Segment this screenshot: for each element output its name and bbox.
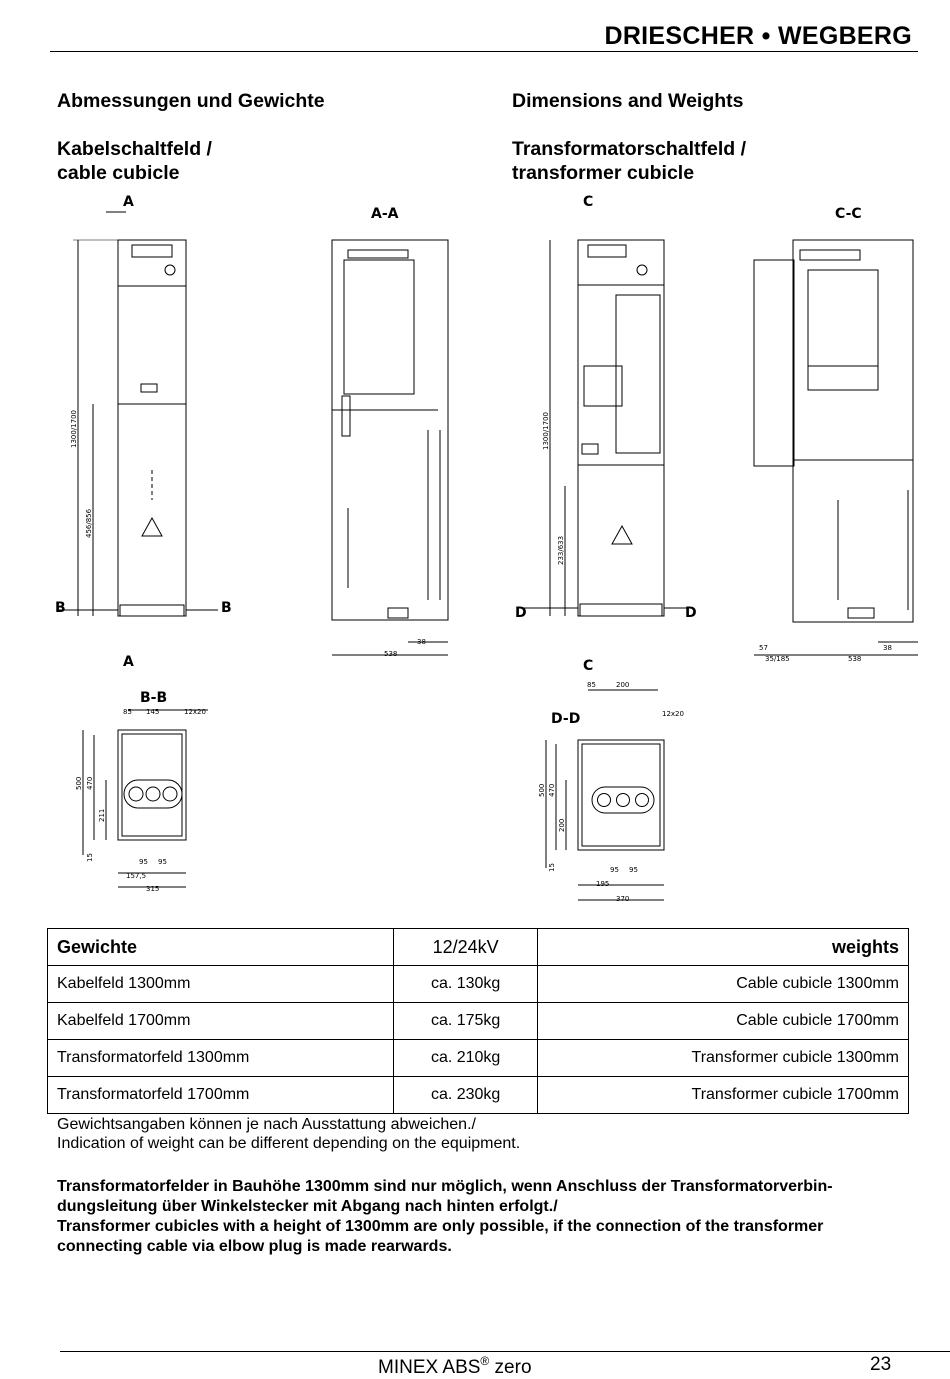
transformer-height-notice [57, 1177, 917, 1257]
footer-product-name [378, 1354, 532, 1379]
table-header-row [48, 929, 909, 966]
weight-note-en: Indication of weight can be different depending on the equipment. [57, 1135, 521, 1152]
dim-470-bb: 470 [86, 776, 94, 790]
section-heading-en: Dimensions and Weights [512, 90, 744, 112]
notice-line: Transformer cubicles with a height of 1300mm are only possible, if the connection of the transformer [57, 1218, 824, 1235]
cut-label-b-right: B [221, 600, 232, 616]
table-cell: Transformatorfeld 1300mm [48, 1040, 394, 1077]
table-cell: Kabelfeld 1300mm [48, 966, 394, 1003]
view-label-bb: B-B [140, 690, 168, 706]
transformer-cubicle-heading-1: Transformatorschaltfeld / [512, 138, 747, 160]
weight-note [57, 1115, 520, 1153]
table-row [48, 1040, 909, 1077]
brand-header: DRIESCHER • WEGBERG [604, 22, 912, 50]
dim-211: 211 [98, 808, 106, 822]
view-label-cc: C-C [835, 206, 862, 222]
notice-line: dungsleitung über Winkelstecker mit Abgang nach hinten erfolgt./ [57, 1198, 558, 1215]
dim-233-633: 233/633 [557, 535, 565, 565]
table-cell: ca. 230kg [393, 1077, 538, 1114]
dim-12x20-dd: 12x20 [662, 710, 684, 718]
technical-drawing [48, 190, 918, 915]
notice-line: Transformatorfelder in Bauhöhe 1300mm sind nur möglich, wenn Anschluss der Transformatorverbin- [57, 1178, 833, 1195]
view-label-dd: D-D [551, 711, 581, 727]
dim-538-cc: 538 [848, 655, 862, 663]
cut-label-d-right: D [685, 605, 697, 621]
dim-200-dd-top: 200 [616, 681, 630, 689]
dim-57: 57 [759, 644, 768, 652]
table-cell: Kabelfeld 1700mm [48, 1003, 394, 1040]
table-cell: Cable cubicle 1300mm [538, 966, 909, 1003]
dim-95-bb-2: 95 [158, 858, 167, 866]
table-cell: ca. 175kg [393, 1003, 538, 1040]
table-cell: ca. 210kg [393, 1040, 538, 1077]
dim-35-185: 35/185 [765, 655, 790, 663]
dim-95-dd-1: 95 [610, 866, 619, 874]
dim-38-aa: 38 [417, 638, 426, 646]
cut-label-c-bottom: C [583, 658, 594, 674]
product-name: MINEX ABS [378, 1357, 481, 1378]
table-cell: ca. 130kg [393, 966, 538, 1003]
dim-470-dd: 470 [548, 783, 556, 797]
dim-15-bb: 15 [86, 853, 94, 862]
table-header-voltage: 12/24kV [393, 929, 538, 966]
dim-1300-1700-transformer: 1300/1700 [542, 412, 550, 450]
dim-456-856: 456/856 [85, 508, 93, 538]
transformer-cubicle-heading-2: transformer cubicle [512, 162, 695, 184]
table-header-en: weights [538, 929, 909, 966]
dim-145: 145 [146, 708, 160, 716]
cut-label-c-top: C [583, 194, 594, 210]
dim-12x20-bb: 12x20 [184, 708, 206, 716]
dim-157-5: 157,5 [126, 872, 147, 880]
cut-label-d-left: D [515, 605, 527, 621]
dim-200-dd-side: 200 [558, 818, 566, 832]
dim-315: 315 [146, 885, 160, 893]
dim-85-dd: 85 [587, 681, 596, 689]
dim-1300-1700-cable: 1300/1700 [70, 410, 78, 448]
dim-500-dd: 500 [538, 783, 546, 797]
dim-95-bb-1: 95 [139, 858, 148, 866]
cut-label-a-bottom: A [123, 654, 134, 670]
notice-line: connecting cable via elbow plug is made rearwards. [57, 1238, 452, 1255]
table-header-de: Gewichte [48, 929, 394, 966]
dim-195: 195 [596, 880, 610, 888]
dim-500-bb: 500 [75, 776, 83, 790]
table-cell: Cable cubicle 1700mm [538, 1003, 909, 1040]
cut-label-a-top: A [123, 194, 134, 210]
cable-cubicle-heading-1: Kabelschaltfeld / [57, 138, 212, 160]
registered-mark: ® [480, 1354, 490, 1368]
weight-note-de: Gewichtsangaben können je nach Ausstattung abweichen./ [57, 1116, 476, 1133]
table-row [48, 966, 909, 1003]
footer-rule [60, 1351, 950, 1352]
product-suffix: zero [489, 1357, 532, 1378]
cut-label-b-left: B [55, 600, 66, 616]
view-label-aa: A-A [371, 206, 399, 222]
header-rule [50, 51, 918, 52]
cable-cubicle-heading-2: cable cubicle [57, 162, 180, 184]
section-heading-de: Abmessungen und Gewichte [57, 90, 325, 112]
table-row [48, 1003, 909, 1040]
table-cell: Transformer cubicle 1700mm [538, 1077, 909, 1114]
dim-370: 370 [616, 895, 630, 903]
table-cell: Transformer cubicle 1300mm [538, 1040, 909, 1077]
weights-table [47, 928, 909, 1114]
dim-95-dd-2: 95 [629, 866, 638, 874]
dim-38-cc: 38 [883, 644, 892, 652]
table-cell: Transformatorfeld 1700mm [48, 1077, 394, 1114]
page-number: 23 [870, 1354, 892, 1375]
dim-15-dd: 15 [548, 863, 556, 872]
table-row [48, 1077, 909, 1114]
dim-538-aa: 538 [384, 650, 398, 658]
dim-85-bb: 85 [123, 708, 132, 716]
